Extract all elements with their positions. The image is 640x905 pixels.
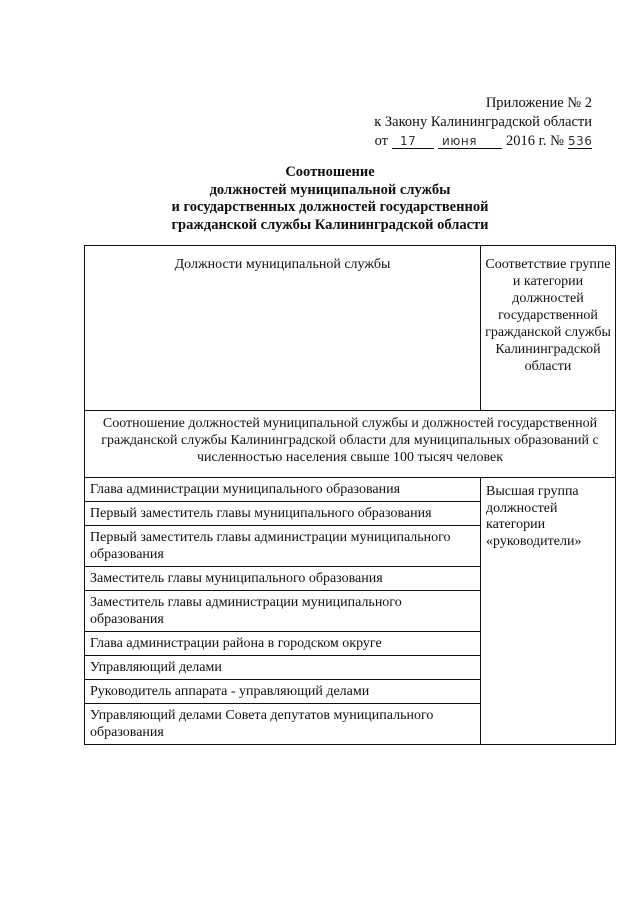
position-cell: Заместитель главы администрации муниципального образования — [85, 591, 481, 632]
position-cell: Заместитель главы муниципального образования — [85, 567, 481, 591]
col-header-civil-service-group: Соответствие группе и категории должностей государственной гражданской службы Калининградской области — [481, 246, 616, 411]
appendix-header — [374, 94, 592, 151]
handwritten-day: 17 — [392, 134, 434, 149]
col-header-municipal-positions: Должности муниципальной службы — [85, 246, 481, 411]
law-reference: к Закону Калининградской области — [374, 114, 592, 130]
group-category-cell: Высшая группа должностей категории «руководители» — [481, 478, 616, 745]
title-line-3: и государственных должностей государственной — [171, 199, 489, 215]
year-text: 2016 г. № — [505, 133, 564, 149]
title-line-2: должностей муниципальной службы — [209, 181, 451, 198]
position-cell: Управляющий делами Совета депутатов муниципального образования — [85, 704, 481, 745]
position-cell: Глава администрации муниципального образования — [85, 478, 481, 502]
title-line-1: Соотношение — [285, 164, 375, 180]
table-header-row — [85, 246, 616, 411]
position-cell: Глава администрации района в городском округе — [85, 632, 481, 656]
document-title — [140, 164, 520, 234]
handwritten-month: июня — [438, 134, 502, 149]
position-cell: Первый заместитель главы администрации муниципального образования — [85, 526, 481, 567]
section-header: Соотношение должностей муниципальной службы и должностей государственной гражданской службы Калининградской области для муниципальных образований с численностью населения свыше 100 тысяч человек — [85, 411, 616, 478]
date-prefix: от — [374, 133, 388, 149]
positions-table — [84, 245, 616, 745]
table-row — [85, 478, 616, 502]
position-cell: Первый заместитель главы муниципального образования — [85, 502, 481, 526]
handwritten-law-number: 536 — [568, 134, 593, 148]
position-cell: Управляющий делами — [85, 656, 481, 680]
position-cell: Руководитель аппарата - управляющий делами — [85, 680, 481, 704]
law-date-line — [374, 132, 592, 151]
section-row — [85, 411, 616, 478]
title-line-4: гражданской службы Калининградской области — [171, 216, 489, 233]
appendix-number: Приложение № 2 — [485, 95, 592, 111]
